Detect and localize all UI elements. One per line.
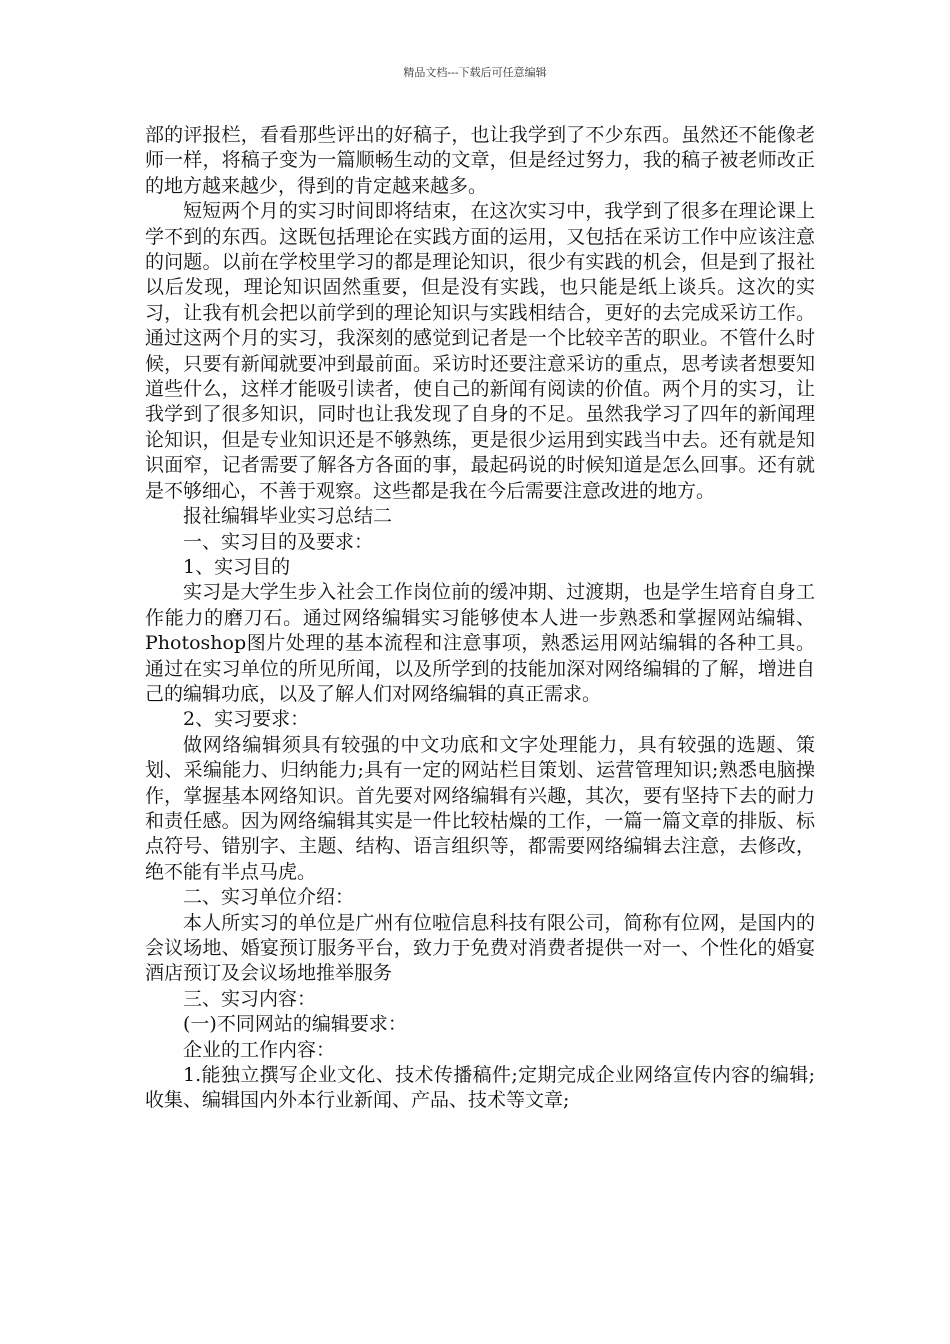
section-heading: 一、实习目的及要求：: [183, 530, 374, 553]
paragraph: 实习是大学生步入社会工作岗位前的缓冲期、过渡期，也是学生培育自身工作能力的磨刀石。通过网络编辑实习能够使本人进一步熟悉和掌握网站编辑、Photoshop图片处理的基本流程和注意事项，熟悉运用网站编辑的各种工具。通过在实习单位的所见所闻，以及所学到的技能加深对网络编辑的了解，增进自己的编辑功底，以及了解人们对网络编辑的真正需求。: [145, 581, 815, 705]
subsection-heading: 2、实习要求：: [183, 708, 310, 731]
page-header: 精品文档---下载后可任意编辑: [403, 66, 547, 79]
paragraph: 短短两个月的实习时间即将结束，在这次实习中，我学到了很多在理论课上学不到的东西。这既包括理论在实践方面的运用，又包括在采访工作中应该注意的问题。以前在学校里学习的都是理论知识，很少有实践的机会，但是到了报社以后发现，理论知识固然重要，但是没有实践，也只能是纸上谈兵。这次的实习，让我有机会把以前学到的理论知识与实践相结合，更好的去完成采访工作。通过这两个月的实习，我深刻的感觉到记者是一个比较辛苦的职业。不管什么时候，只要有新闻就要冲到最前面。采访时还要注意采访的重点，思考读者想要知道些什么，这样才能吸引读者，使自己的新闻有阅读的价值。两个月的实习，让我学到了很多知识，同时也让我发现了自身的不足。虽然我学习了四年的新闻理论知识，但是专业知识还是不够熟练，更是很少运用到实践当中去。还有就是知识面窄，记者需要了解各方各面的事，最起码说的时候知道是怎么回事。还有就是不够细心，不善于观察。这些都是我在今后需要注意改进的地方。: [145, 200, 815, 502]
subsection-heading: 1、实习目的: [183, 555, 291, 578]
section-heading: 二、实习单位介绍：: [183, 886, 355, 909]
paragraph: 做网络编辑须具有较强的中文功底和文字处理能力，具有较强的选题、策划、采编能力、归纳能力;具有一定的网站栏目策划、运营管理知识;熟悉电脑操作，掌握基本网络知识。首先要对网络编辑有兴趣，其次，要有坚持下去的耐力和责任感。因为网络编辑其实是一件比较枯燥的工作，一篇一篇文章的排版、标点符号、错别字、主题、结构、语言组织等，都需要网络编辑去注意，去修改，绝不能有半点马虎。: [145, 733, 815, 883]
paragraph: 本人所实习的单位是广州有位啦信息科技有限公司，简称有位网，是国内的会议场地、婚宴预订服务平台，致力于免费对消费者提供一对一、个性化的婚宴酒店预订及会议场地推举服务: [145, 911, 815, 985]
section-heading: 三、实习内容：: [183, 987, 317, 1010]
paragraph: 企业的工作内容：: [183, 1038, 336, 1061]
section-title: 报社编辑毕业实习总结二: [183, 505, 393, 528]
document-body: [145, 123, 815, 1114]
subsection-heading: (一)不同网站的编辑要求：: [183, 1013, 407, 1036]
paragraph: 部的评报栏，看看那些评出的好稿子，也让我学到了不少东西。虽然还不能像老师一样，将稿子变为一篇顺畅生动的文章，但是经过努力，我的稿子被老师改正的地方越来越少，得到的肯定越来越多。: [145, 124, 815, 197]
paragraph: 1.能独立撰写企业文化、技术传播稿件;定期完成企业网络宣传内容的编辑;收集、编辑国内外本行业新闻、产品、技术等文章;: [145, 1064, 815, 1112]
